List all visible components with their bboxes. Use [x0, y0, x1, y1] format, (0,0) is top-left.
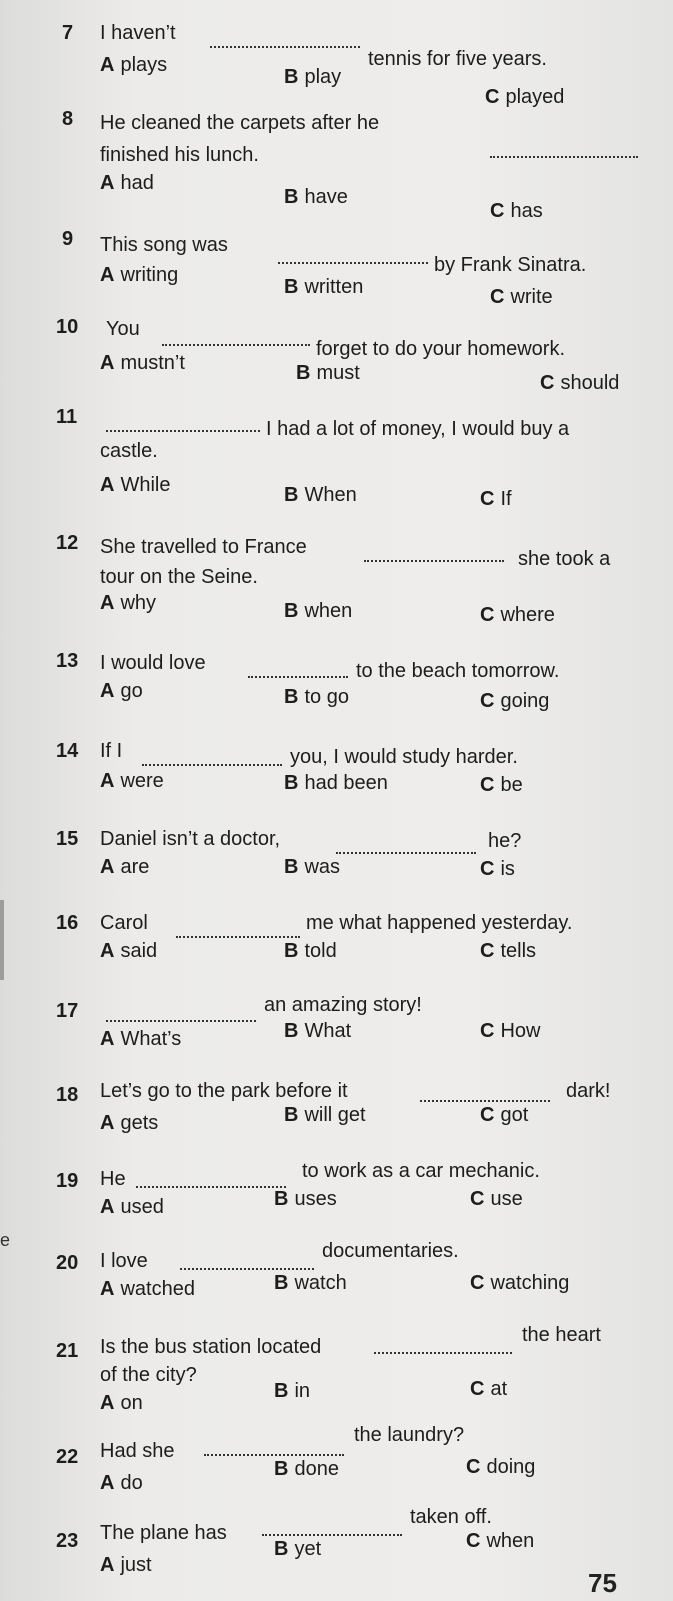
- question-stem-end: I had a lot of money, I would buy a: [266, 418, 570, 440]
- option-b[interactable]: B have: [284, 186, 348, 208]
- page-number: 75: [588, 1568, 617, 1598]
- option-c[interactable]: C tells: [480, 940, 537, 962]
- question-number: 18: [56, 1084, 79, 1106]
- option-a[interactable]: A said: [100, 940, 158, 962]
- option-c[interactable]: C got: [480, 1104, 529, 1126]
- answer-blank[interactable]: [364, 560, 504, 562]
- answer-blank[interactable]: [204, 1454, 344, 1456]
- option-c[interactable]: C use: [470, 1188, 523, 1210]
- option-b[interactable]: B in: [274, 1380, 311, 1402]
- question-number: 15: [56, 828, 79, 850]
- option-b[interactable]: B had been: [284, 772, 388, 794]
- question-stem-end: taken off.: [410, 1506, 492, 1528]
- question-stem: You: [106, 318, 140, 340]
- question-stem-line2: of the city?: [100, 1364, 197, 1386]
- question-stem: Carol: [100, 912, 148, 934]
- answer-blank[interactable]: [176, 936, 300, 938]
- question-stem-line2: finished his lunch.: [100, 144, 259, 166]
- question-stem: The plane has: [100, 1522, 227, 1544]
- option-a[interactable]: A What’s: [100, 1028, 182, 1050]
- question-number: 17: [56, 1000, 79, 1022]
- option-c[interactable]: C at: [470, 1378, 508, 1400]
- answer-blank[interactable]: [142, 764, 282, 766]
- question-number: 12: [56, 532, 79, 554]
- question-stem-end: documentaries.: [322, 1240, 459, 1262]
- question-stem: Had she: [100, 1440, 175, 1462]
- option-c[interactable]: C when: [466, 1530, 535, 1552]
- option-c[interactable]: C where: [480, 604, 555, 626]
- question-stem-end: to the beach tomorrow.: [356, 660, 560, 682]
- question-number: 9: [62, 228, 74, 250]
- question-stem: She travelled to France: [100, 536, 307, 558]
- option-a[interactable]: A just: [100, 1554, 152, 1576]
- option-a[interactable]: A While: [100, 474, 171, 496]
- answer-blank[interactable]: [210, 46, 360, 48]
- question-stem-end: the laundry?: [354, 1424, 465, 1446]
- option-a[interactable]: A writing: [100, 264, 179, 286]
- option-c[interactable]: C doing: [466, 1456, 536, 1478]
- option-b[interactable]: B play: [284, 66, 342, 88]
- answer-blank[interactable]: [336, 852, 476, 854]
- answer-blank[interactable]: [490, 156, 638, 158]
- option-c[interactable]: C going: [480, 690, 550, 712]
- option-a[interactable]: A why: [100, 592, 157, 614]
- question-stem: Let’s go to the park before it: [100, 1080, 348, 1102]
- question-stem: I love: [100, 1250, 148, 1272]
- option-a[interactable]: A used: [100, 1196, 164, 1218]
- question-stem-end: an amazing story!: [264, 994, 422, 1016]
- question-stem-end: to work as a car mechanic.: [302, 1160, 540, 1182]
- option-a[interactable]: A were: [100, 770, 164, 792]
- answer-blank[interactable]: [278, 262, 428, 264]
- option-b[interactable]: B when: [284, 600, 353, 622]
- option-a[interactable]: A do: [100, 1472, 143, 1494]
- page-edge-mark: [0, 900, 4, 980]
- answer-blank[interactable]: [262, 1534, 402, 1536]
- question-stem: Is the bus station located: [100, 1336, 322, 1358]
- option-a[interactable]: A go: [100, 680, 143, 702]
- question-stem: He cleaned the carpets after he: [100, 112, 380, 134]
- option-c[interactable]: C How: [480, 1020, 541, 1042]
- option-a[interactable]: A plays: [100, 54, 168, 76]
- option-b[interactable]: B told: [284, 940, 337, 962]
- question-stem: He: [100, 1168, 126, 1190]
- answer-blank[interactable]: [374, 1352, 512, 1354]
- option-c[interactable]: C should: [540, 372, 620, 394]
- option-a[interactable]: A are: [100, 856, 150, 878]
- option-b[interactable]: B written: [284, 276, 364, 298]
- question-stem-end: he?: [488, 830, 522, 852]
- option-b[interactable]: B was: [284, 856, 341, 878]
- option-b[interactable]: B will get: [284, 1104, 366, 1126]
- option-a[interactable]: A had: [100, 172, 154, 194]
- answer-blank[interactable]: [106, 430, 260, 432]
- question-stem-end: dark!: [566, 1080, 611, 1102]
- question-stem-end: forget to do your homework.: [316, 338, 566, 360]
- option-a[interactable]: A on: [100, 1392, 143, 1414]
- edge-letter: e: [0, 1230, 11, 1250]
- option-c[interactable]: C has: [490, 200, 543, 222]
- option-b[interactable]: B done: [274, 1458, 339, 1480]
- option-a[interactable]: A watched: [100, 1278, 195, 1300]
- option-c[interactable]: C write: [490, 286, 553, 308]
- question-number: 10: [56, 316, 79, 338]
- option-b[interactable]: B yet: [274, 1538, 322, 1560]
- question-stem-line2: castle.: [100, 440, 158, 462]
- question-stem-line2: tour on the Seine.: [100, 566, 258, 588]
- question-number: 8: [62, 108, 74, 130]
- option-c[interactable]: C If: [480, 488, 512, 510]
- answer-blank[interactable]: [248, 676, 348, 678]
- option-b[interactable]: B uses: [274, 1188, 337, 1210]
- question-number: 7: [62, 22, 74, 44]
- answer-blank[interactable]: [162, 344, 310, 346]
- answer-blank[interactable]: [106, 1020, 256, 1022]
- option-b[interactable]: B must: [296, 362, 360, 384]
- option-c[interactable]: C be: [480, 774, 523, 796]
- option-b[interactable]: B What: [284, 1020, 352, 1042]
- question-stem-end: by Frank Sinatra.: [434, 254, 587, 276]
- option-b[interactable]: B to go: [284, 686, 349, 708]
- question-stem: I would love: [100, 652, 206, 674]
- answer-blank[interactable]: [180, 1268, 314, 1270]
- question-number: 23: [56, 1530, 79, 1552]
- question-stem: I haven’t: [100, 22, 176, 44]
- option-a[interactable]: A mustn’t: [100, 352, 185, 374]
- question-number: 21: [56, 1340, 79, 1362]
- question-stem-end: me what happened yesterday.: [306, 912, 573, 934]
- option-b[interactable]: B When: [284, 484, 357, 506]
- question-stem-end: she took a: [518, 548, 611, 570]
- question-stem-end: tennis for five years.: [368, 48, 547, 70]
- question-number: 13: [56, 650, 79, 672]
- answer-blank[interactable]: [136, 1186, 286, 1188]
- option-c[interactable]: C is: [480, 858, 515, 880]
- question-number: 19: [56, 1170, 79, 1192]
- option-c[interactable]: C played: [485, 86, 565, 108]
- question-stem-end: the heart: [522, 1324, 601, 1346]
- question-number: 14: [56, 740, 79, 762]
- question-stem: If I: [100, 740, 123, 762]
- question-number: 11: [56, 406, 78, 428]
- option-c[interactable]: C watching: [470, 1272, 570, 1294]
- question-stem: This song was: [100, 234, 228, 256]
- answer-blank[interactable]: [420, 1100, 550, 1102]
- option-b[interactable]: B watch: [274, 1272, 347, 1294]
- question-number: 20: [56, 1252, 79, 1274]
- question-stem: Daniel isn’t a doctor,: [100, 828, 281, 850]
- question-number: 22: [56, 1446, 79, 1468]
- option-a[interactable]: A gets: [100, 1112, 159, 1134]
- question-stem-end: you, I would study harder.: [290, 746, 518, 768]
- question-number: 16: [56, 912, 79, 934]
